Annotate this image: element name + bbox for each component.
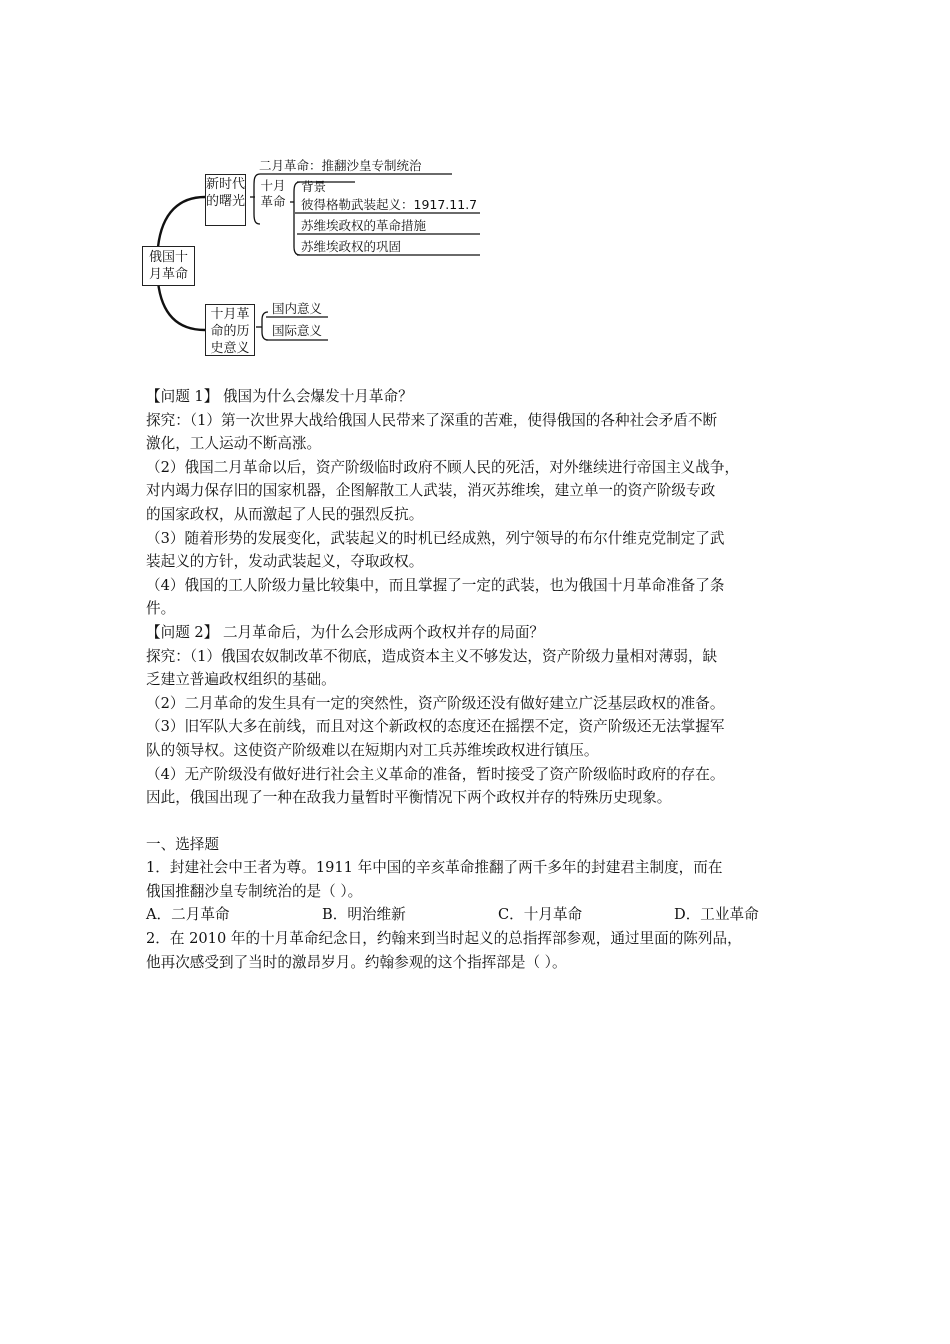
q2-line: （2）二月革命的发生具有一定的突然性，资产阶级还没有做好建立广泛基层政权的准备。 <box>146 694 725 712</box>
question-1-title: 【问题 1】 俄国为什么会爆发十月革命？ <box>146 388 413 405</box>
mindmap-branch-significance-label: 十月革命的历史意义 <box>210 307 250 356</box>
q2-line: 探究：（1）俄国农奴制改革不彻底，造成资本主义不够发达，资产阶级力量相对薄弱，缺 <box>146 647 718 665</box>
mindmap-root-label: 俄国十月革命 <box>148 250 188 282</box>
mindmap-root <box>142 246 195 286</box>
mc-question-2-line: 2．在 2010 年的十月革命纪念日，约翰来到当时起义的总指挥部参观，通过里面的陈列品， <box>146 930 742 948</box>
q1-line: （2）俄国二月革命以后，资产阶级临时政府不顾人民的死活，对外继续进行帝国主义战争， <box>146 458 740 476</box>
q1-line: 对内竭力保存旧的国家机器，企图解散工人武装，消灭苏维埃，建立单一的资产阶级专政 <box>146 482 716 500</box>
mc-question-2-line: 他再次感受到了当时的激昂岁月。约翰参观的这个指挥部是（ ）。 <box>146 953 567 971</box>
q1-line: 探究：（1）第一次世界大战给俄国人民带来了深重的苦难，使得俄国的各种社会矛盾不断 <box>146 411 718 429</box>
mindmap-sig-item-1: 国内意义 <box>272 301 323 316</box>
q1-line: 件。 <box>146 600 176 618</box>
option-d: D．工业革命 <box>674 906 759 924</box>
mindmap-branch-significance <box>205 304 255 356</box>
mindmap-oct-item-2: 彼得格勒武装起义：1917.11.7 <box>301 197 478 212</box>
mc-question-1-line: 1．封建社会中王者为尊。1911 年中国的辛亥革命推翻了两千多年的封建君主制度，而在 <box>146 859 723 877</box>
q1-line: 的国家政权，从而激起了人民的强烈反抗。 <box>146 505 424 523</box>
mindmap-oct-item-1: 背景 <box>301 179 327 194</box>
document-body <box>146 385 816 974</box>
mindmap-feb-revolution: 二月革命：推翻沙皇专制统治 <box>259 158 422 173</box>
mc-question-1-options <box>146 903 816 927</box>
mindmap-oct-revolution: 十月革命 <box>260 178 286 209</box>
q1-line: 装起义的方针，发动武装起义，夺取政权。 <box>146 553 424 571</box>
q1-line: （4）俄国的工人阶级力量比较集中，而且掌握了一定的武装，也为俄国十月革命准备了条 <box>146 576 725 594</box>
mind-map <box>140 152 490 362</box>
mindmap-oct-item-3: 苏维埃政权的革命措施 <box>301 218 427 233</box>
option-c: C．十月革命 <box>498 906 583 924</box>
q1-line: 激化，工人运动不断高涨。 <box>146 435 322 453</box>
section-heading: 一、选择题 <box>146 835 219 853</box>
q1-line: （3）随着形势的发展变化，武装起义的时机已经成熟，列宁领导的布尔什维克党制定了武 <box>146 529 725 547</box>
q2-line: 队的领导权。这使资产阶级难以在短期内对工兵苏维埃政权进行镇压。 <box>146 741 599 759</box>
question-2-title: 【问题 2】 二月革命后，为什么会形成两个政权并存的局面？ <box>146 623 545 641</box>
option-b: B．明治维新 <box>322 906 406 924</box>
mc-question-1-line: 俄国推翻沙皇专制统治的是（ ）。 <box>146 882 363 900</box>
q2-line: （3）旧军队大多在前线，而且对这个新政权的态度还在摇摆不定，资产阶级还无法掌握军 <box>146 718 725 736</box>
option-a: A．二月革命 <box>146 906 230 924</box>
q2-line: （4）无产阶级没有做好进行社会主义革命的准备，暂时接受了资产阶级临时政府的存在。 <box>146 765 725 783</box>
mindmap-sig-item-2: 国际意义 <box>272 323 323 338</box>
mindmap-oct-item-4: 苏维埃政权的巩固 <box>301 239 402 254</box>
q2-line: 乏建立普遍政权组织的基础。 <box>146 671 336 689</box>
mindmap-branch-new-era-label: 新时代的曙光 <box>206 177 246 209</box>
mindmap-branch-new-era <box>205 174 246 226</box>
q2-line: 因此，俄国出现了一种在敌我力量暂时平衡情况下两个政权并存的特殊历史现象。 <box>146 789 672 807</box>
